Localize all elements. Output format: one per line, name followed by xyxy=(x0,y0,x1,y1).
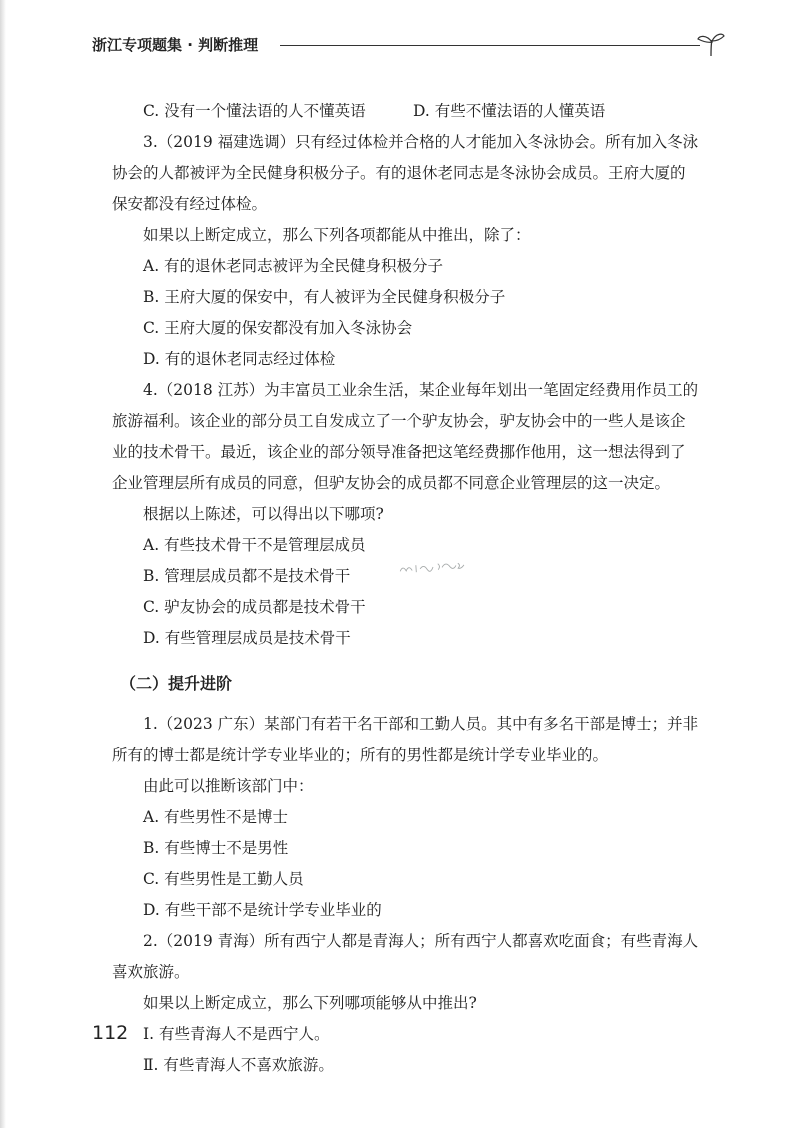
q2-options-row xyxy=(112,96,712,127)
q4-option-a: A. 有些技术骨干不是管理层成员 xyxy=(143,536,366,554)
header-title: 浙江专项题集 · 判断推理 xyxy=(92,36,259,54)
q3-option-d: D. 有的退休老同志经过体检 xyxy=(143,350,336,368)
q4-stem-line: 旅游福利。该企业的部分员工自发成立了一个驴友协会，驴友协会中的一些人是该企 xyxy=(112,412,686,430)
q3-prompt: 如果以上断定成立，那么下列各项都能从中推出，除了： xyxy=(143,226,531,244)
q3-stem-line: 协会的人都被评为全民健身积极分子。有的退休老同志是冬泳协会成员。王府大厦的 xyxy=(112,164,686,182)
page-edge-shadow xyxy=(0,0,6,1128)
q3-option-a: A. 有的退休老同志被评为全民健身积极分子 xyxy=(143,257,444,275)
sprout-icon xyxy=(696,30,726,58)
q4-option-b: B. 管理层成员都不是技术骨干 xyxy=(143,567,351,585)
q3-option-b: B. 王府大厦的保安中，有人被评为全民健身积极分子 xyxy=(143,288,506,306)
s2-option-2: Ⅱ. 有些青海人不喜欢旅游。 xyxy=(143,1056,334,1074)
advanced-question-1 xyxy=(112,709,712,926)
advanced-question-2 xyxy=(112,926,712,1081)
header-rule xyxy=(280,45,700,46)
s1-prompt: 由此可以推断该部门中： xyxy=(143,777,314,795)
q4-stem-line: 企业管理层所有成员的同意，但驴友协会的成员都不同意企业管理层的这一决定。 xyxy=(112,474,671,492)
q3-stem-line: 保安都没有经过体检。 xyxy=(112,195,268,213)
s1-option-d: D. 有些干部不是统计学专业毕业的 xyxy=(143,901,382,919)
q3-stem-line: 3.（2019 福建选调）只有经过体检并合格的人才能加入冬泳协会。所有加入冬泳 xyxy=(143,133,699,151)
q4-stem-line: 4.（2018 江苏）为丰富员工业余生活，某企业每年划出一笔固定经费用作员工的 xyxy=(143,381,699,399)
s1-option-c: C. 有些男性是工勤人员 xyxy=(143,870,304,888)
question-3 xyxy=(112,127,712,375)
s1-stem-line: 1.（2023 广东）某部门有若干名干部和工勤人员。其中有多名干部是博士；并非 xyxy=(143,715,699,733)
page-number: 112 xyxy=(92,1022,129,1044)
s2-prompt: 如果以上断定成立，那么下列哪项能够从中推出? xyxy=(143,994,477,1012)
q4-prompt: 根据以上陈述，可以得出以下哪项? xyxy=(143,505,384,523)
s2-stem-line: 喜欢旅游。 xyxy=(112,963,190,981)
s2-stem-line: 2.（2019 青海）所有西宁人都是青海人；所有西宁人都喜欢吃面食；有些青海人 xyxy=(143,932,699,950)
page-body xyxy=(112,96,712,1081)
q4-option-d: D. 有些管理层成员是技术骨干 xyxy=(143,629,351,647)
s1-stem-line: 所有的博士都是统计学专业毕业的；所有的男性都是统计学专业毕业的。 xyxy=(112,746,609,764)
s2-option-1: Ⅰ. 有些青海人不是西宁人。 xyxy=(143,1025,330,1043)
s1-option-a: A. 有些男性不是博士 xyxy=(143,808,289,826)
q4-stem-line: 业的技术骨干。最近，该企业的部分领导准备把这笔经费挪作他用，这一想法得到了 xyxy=(112,443,686,461)
q4-option-c: C. 驴友协会的成员都是技术骨干 xyxy=(143,598,366,616)
s1-option-b: B. 有些博士不是男性 xyxy=(143,839,289,857)
running-header xyxy=(92,30,722,60)
question-4 xyxy=(112,375,712,654)
q3-option-c: C. 王府大厦的保安都没有加入冬泳协会 xyxy=(143,319,413,337)
q2-option-d: D. 有些不懂法语的人懂英语 xyxy=(413,102,606,120)
section-title: （二）提升进阶 xyxy=(120,674,233,693)
q2-option-c: C. 没有一个懂法语的人不懂英语 xyxy=(143,102,366,120)
